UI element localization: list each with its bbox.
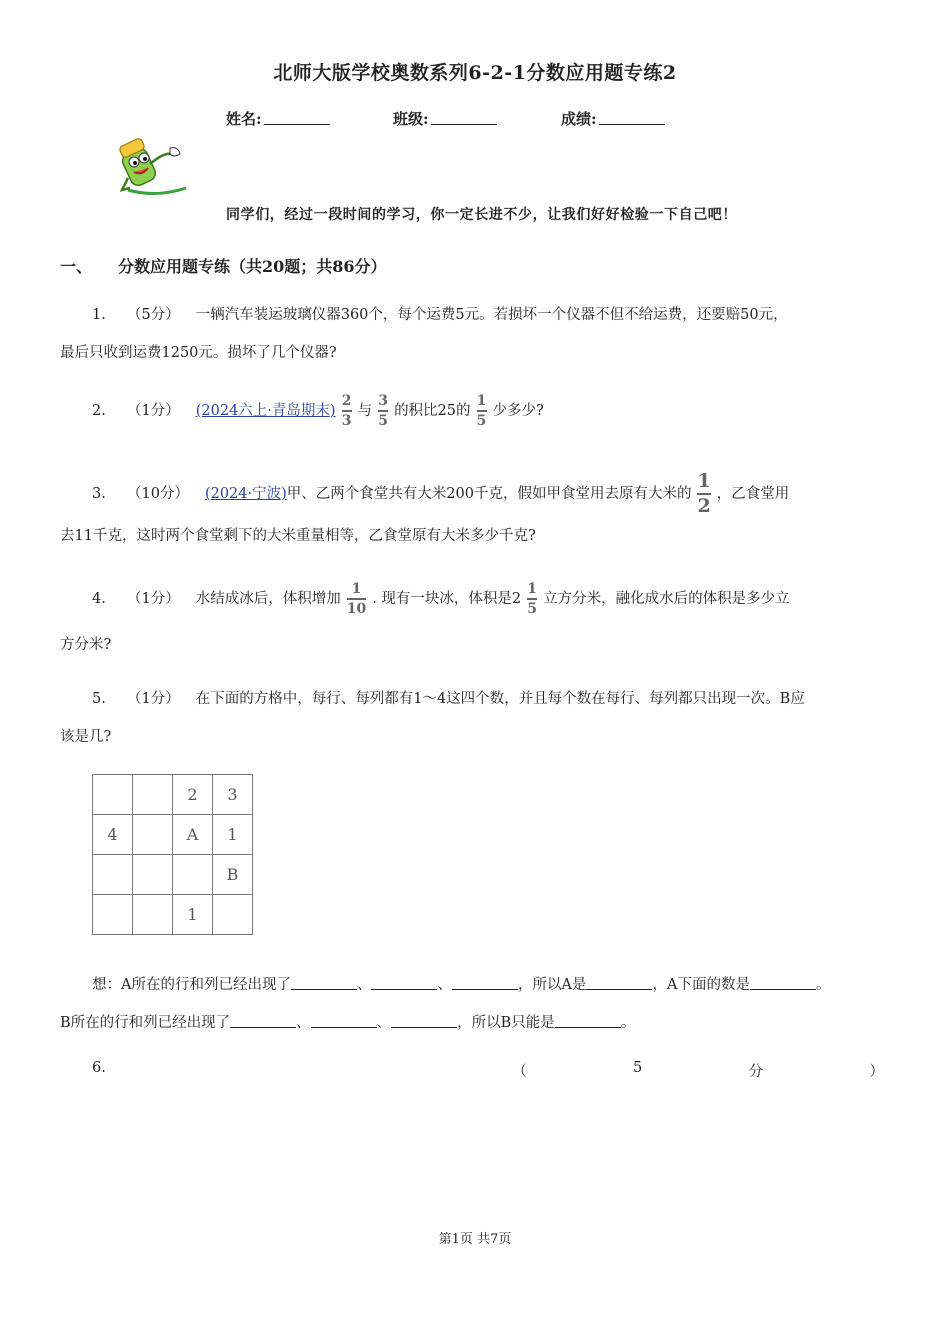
denominator: 10	[346, 600, 367, 617]
numerator: 2	[341, 393, 352, 410]
answer-blank[interactable]	[586, 975, 652, 990]
answer-blank[interactable]	[291, 975, 357, 990]
answer-blank[interactable]	[311, 1013, 377, 1028]
grid-cell: 1	[173, 895, 213, 935]
grid-cell: 3	[213, 775, 253, 815]
greeting-text: 同学们，经过一段时间的学习，你一定长进不少，让我们好好检验一下自己吧！	[226, 207, 737, 223]
separator: 、	[376, 1015, 392, 1031]
answer-blank[interactable]	[371, 975, 437, 990]
fraction	[477, 394, 487, 428]
question-score: （10分）	[127, 486, 189, 502]
question-index: 6.	[92, 1060, 106, 1076]
question-text-cont: 最后只收到运费1250元。损坏了几个仪器?	[60, 345, 337, 361]
question-index: 2.	[92, 403, 106, 419]
section-number: 一、	[60, 257, 93, 276]
name-input-line[interactable]	[264, 110, 330, 125]
question-index: 5.	[92, 691, 106, 707]
question-text: 立方分米，融化成水后的体积是多少立	[543, 591, 790, 607]
think-line: ，A下面的数是	[652, 977, 750, 993]
section-heading	[60, 254, 387, 277]
numerator: 1	[527, 581, 538, 598]
question-3	[60, 470, 900, 560]
grid-cell: 4	[93, 815, 133, 855]
grid-cell	[173, 855, 213, 895]
think-line: B所在的行和列已经出现了	[60, 1015, 231, 1031]
question-text-cont: 方分米?	[60, 637, 112, 653]
page-footer: 第1页 共7页	[438, 1232, 512, 1247]
section-title: 分数应用题专练（共20题；共86分）	[118, 257, 387, 276]
answer-blank[interactable]	[555, 1013, 621, 1028]
question-5	[60, 680, 900, 756]
class-field	[393, 108, 497, 129]
fraction	[347, 582, 366, 616]
grid-cell: 2	[173, 775, 213, 815]
grid-cell	[93, 855, 133, 895]
grid-cell	[133, 815, 173, 855]
score-value: 5	[633, 1060, 643, 1076]
score-unit: 分	[748, 1064, 764, 1080]
denominator: 5	[378, 412, 388, 429]
grid-cell	[133, 775, 173, 815]
separator: 、	[296, 1015, 311, 1031]
grid-cell	[133, 895, 173, 935]
name-label: 姓名:	[226, 110, 262, 128]
question-text-cont: 去11千克，这时两个食堂剩下的大米重量相等，乙食堂原有大米多少千克?	[60, 528, 536, 544]
fraction	[697, 472, 710, 516]
grid-cell	[133, 855, 173, 895]
question-6	[92, 1060, 884, 1081]
question-4	[60, 576, 900, 668]
question-text: . 现有一块冰，体积是2	[372, 591, 522, 607]
grid-cell: B	[213, 855, 253, 895]
think-line: 想：A所在的行和列已经出现了	[92, 977, 291, 993]
answer-blank[interactable]	[750, 975, 816, 990]
question-text: 与	[357, 403, 373, 419]
question-score: （5分）	[127, 307, 180, 323]
think-text	[60, 966, 940, 1042]
question-text: 在下面的方格中，每行、每列都有1～4这四个数，并且每个数在每行、每列都只出现一次。B应	[195, 691, 805, 707]
question-index: 3.	[92, 486, 106, 502]
answer-blank[interactable]	[452, 975, 518, 990]
numerator: 1	[476, 393, 487, 410]
denominator: 2	[697, 494, 711, 517]
numerator: 1	[697, 470, 711, 493]
question-2	[60, 388, 900, 434]
score-input-line[interactable]	[599, 110, 665, 125]
think-line: ，所以A是	[517, 977, 587, 993]
class-input-line[interactable]	[431, 110, 497, 125]
grid-cell	[93, 775, 133, 815]
question-text: 水结成冰后，体积增加	[195, 591, 341, 607]
numerator: 3	[378, 393, 388, 410]
question-text-cont: 该是几?	[60, 729, 112, 745]
question-1	[60, 296, 900, 372]
grid-cell: A	[173, 815, 213, 855]
source-link[interactable]: (2024六上·青岛期末)	[195, 403, 336, 419]
separator: 、	[356, 977, 372, 993]
page-title: 北师大版学校奥数系列6-2-1分数应用题专练2	[273, 62, 677, 84]
question-text: 甲、乙两个食堂共有大米200千克，假如甲食堂用去原有大米的	[286, 486, 692, 502]
score-paren-open: （	[512, 1064, 527, 1080]
score-label: 成绩:	[561, 110, 597, 128]
pencil-mascot-icon	[106, 138, 192, 200]
grid-cell: 1	[213, 815, 253, 855]
fraction	[527, 582, 537, 616]
class-label: 班级:	[393, 110, 429, 128]
numerator: 1	[351, 581, 362, 598]
think-line: 。	[620, 1015, 636, 1031]
denominator: 5	[527, 600, 538, 617]
score-field	[561, 108, 665, 129]
question-text: 一辆汽车装运玻璃仪器360个，每个运费5元。若损坏一个仪器不但不给运费，还要赔50元，	[195, 307, 788, 323]
fraction	[342, 394, 352, 428]
denominator: 5	[476, 412, 487, 429]
question-text: ，乙食堂用	[716, 486, 790, 502]
question-score: （1分）	[127, 691, 180, 707]
grid-cell	[93, 895, 133, 935]
separator: 、	[437, 977, 452, 993]
question-index: 1.	[92, 307, 106, 323]
question-score: （1分）	[127, 403, 180, 419]
grid-cell	[213, 895, 253, 935]
score-paren-close: ）	[869, 1064, 884, 1080]
denominator: 3	[341, 412, 352, 429]
name-field	[226, 108, 330, 129]
question-text: 少多少?	[492, 403, 544, 419]
answer-blank[interactable]	[391, 1013, 457, 1028]
think-line: ，所以B只能是	[457, 1015, 555, 1031]
question-text: 的积比25的	[394, 403, 471, 419]
source-link[interactable]: (2024·宁波)	[204, 486, 287, 502]
think-line: 。	[815, 977, 831, 993]
number-grid	[92, 774, 253, 935]
question-index: 4.	[92, 591, 106, 607]
question-score: （1分）	[127, 591, 180, 607]
answer-blank[interactable]	[230, 1013, 296, 1028]
fraction	[378, 394, 388, 428]
